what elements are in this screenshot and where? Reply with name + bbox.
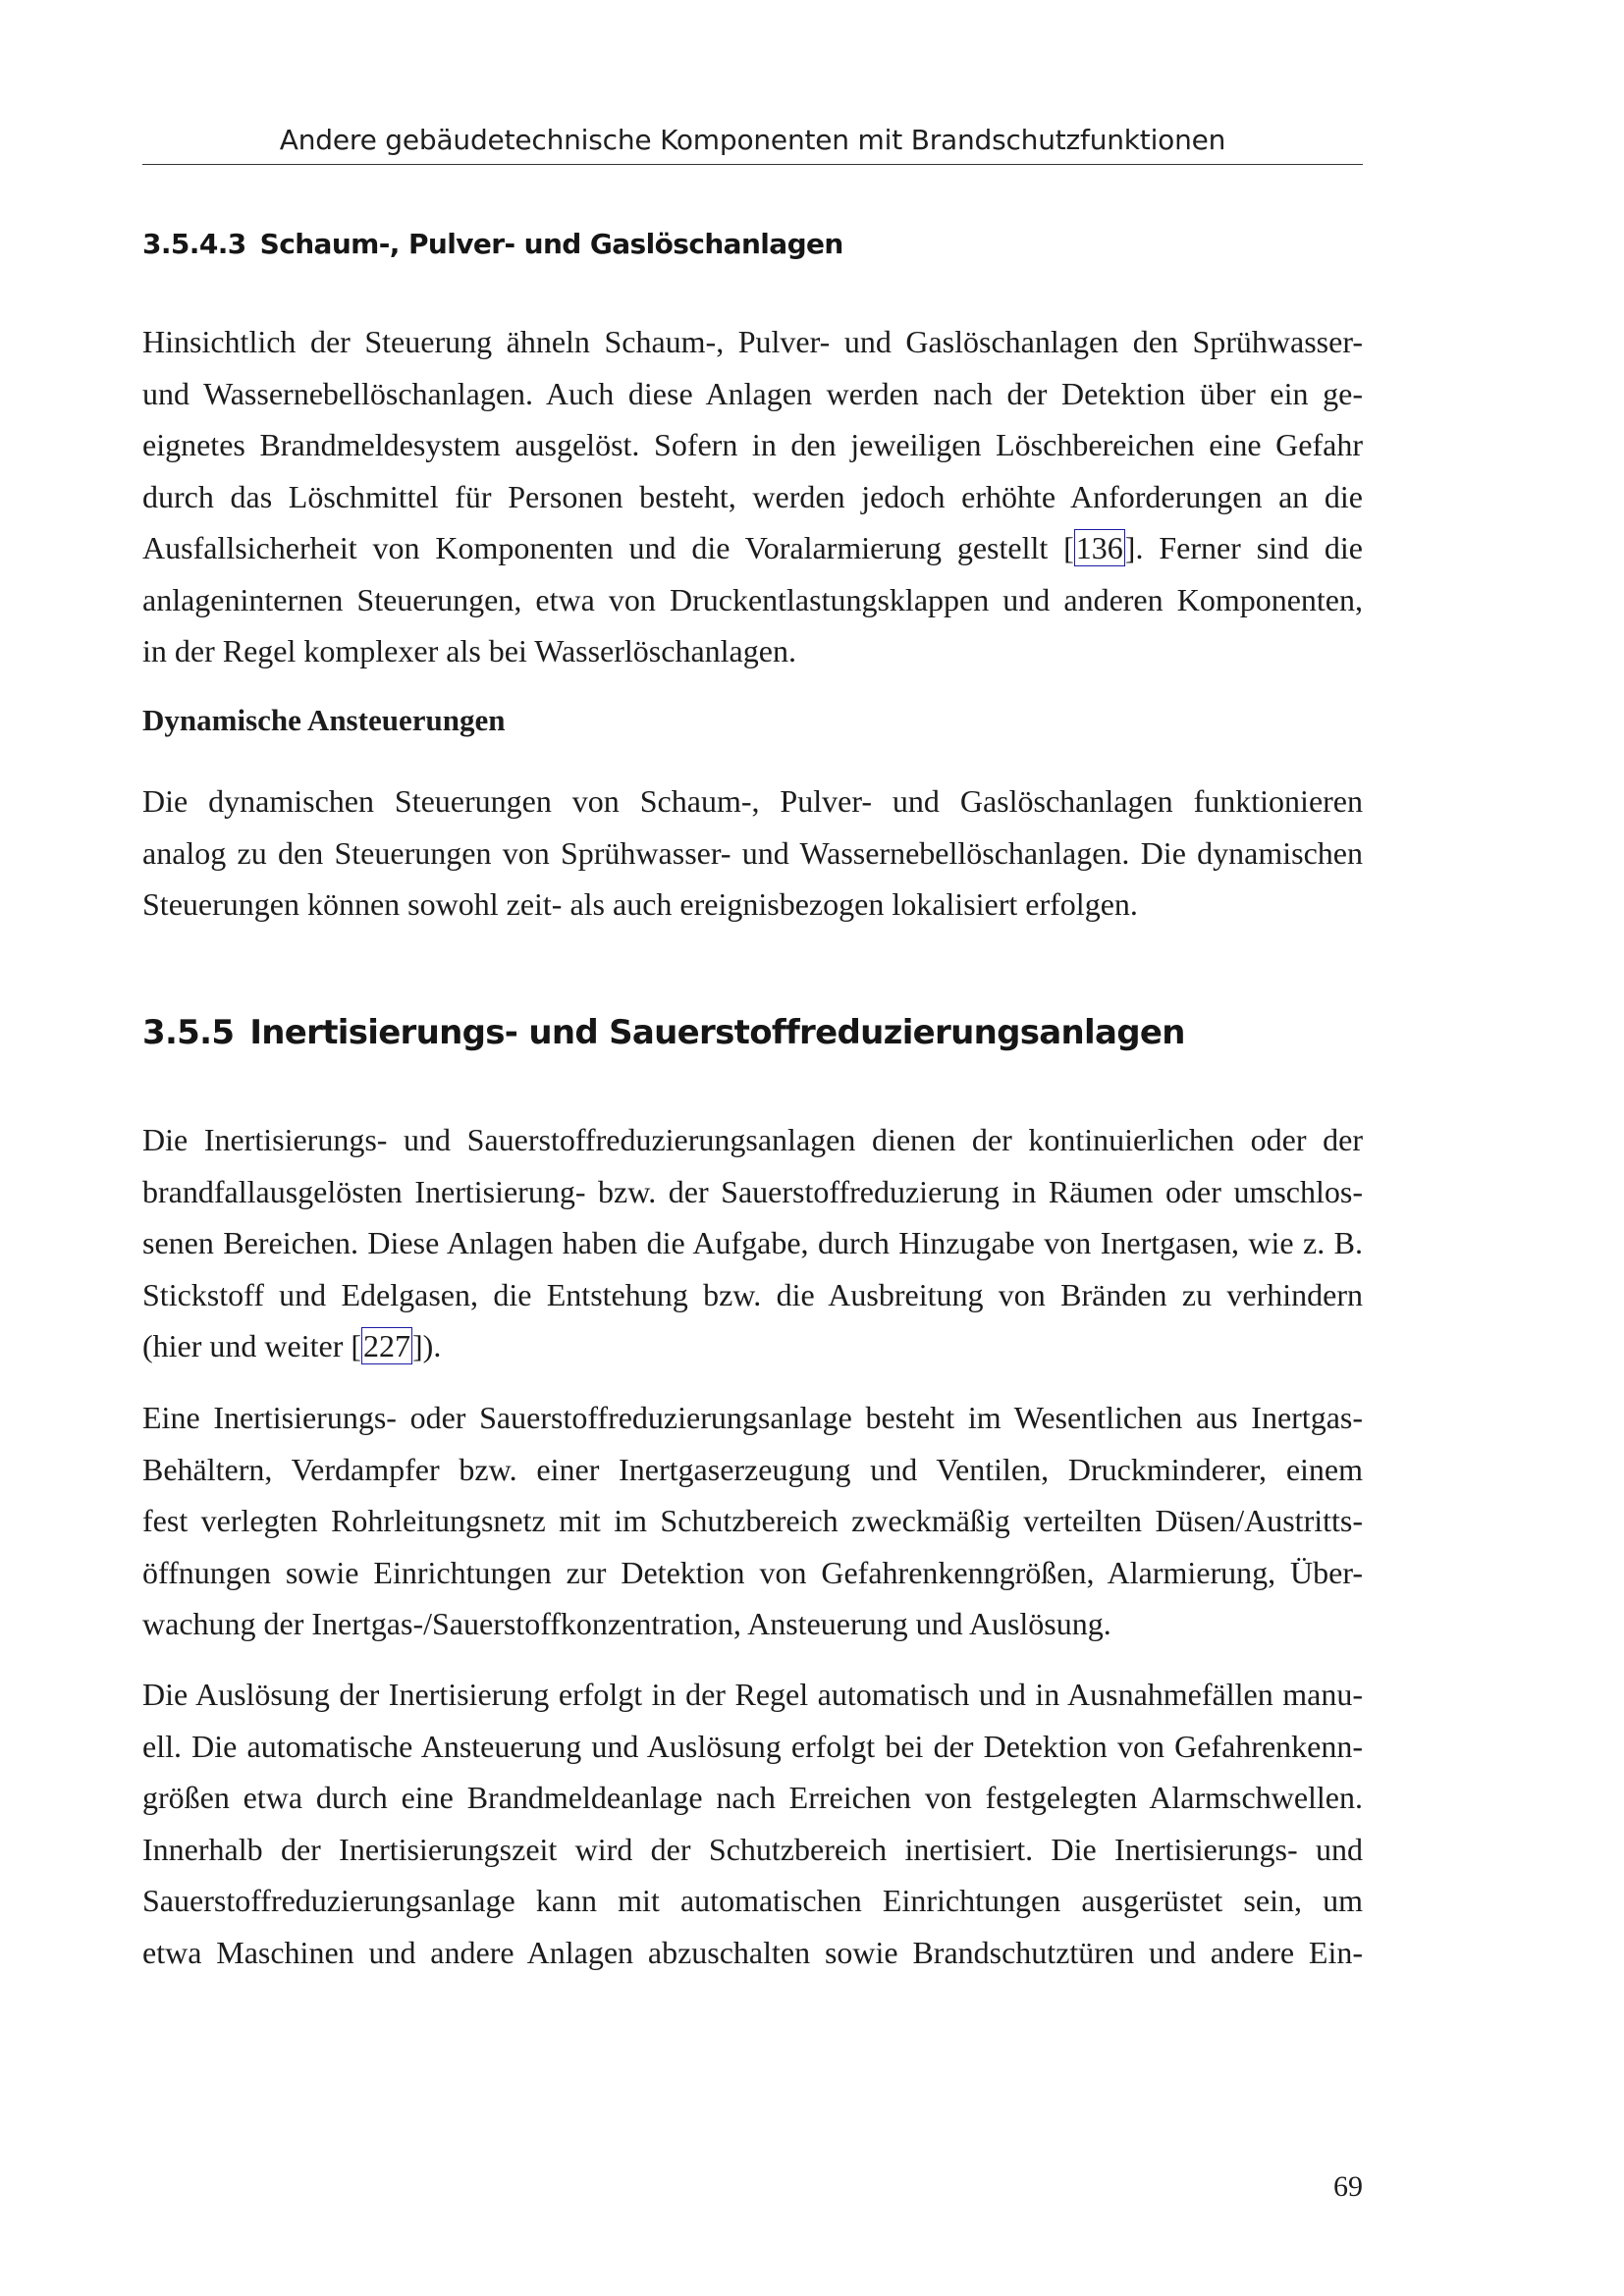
text-line: Behältern, Verdampfer bzw. einer Inertgaserzeugung und Ventilen, Druckminderer, einem bbox=[142, 1451, 1363, 1487]
heading-title: Inertisierungs- und Sauerstoffreduzierungsanlagen bbox=[249, 1013, 1185, 1052]
text-line: anlageninternen Steuerungen, etwa von Druckentlastungsklappen und anderen Komponenten, bbox=[142, 581, 1363, 617]
text-line: Die dynamischen Steuerungen von Schaum-, Pulver- und Gaslöschanlagen funktionieren bbox=[142, 783, 1363, 819]
text-fragment: Ausfallsicherheit von Komponenten und die Voralarmierung gestellt [ bbox=[142, 530, 1074, 565]
text-line: Die Inertisierungs- und Sauerstoffreduzierungsanlagen dienen der kontinuierlichen oder der bbox=[142, 1122, 1363, 1157]
citation-link[interactable]: 227 bbox=[363, 1328, 411, 1363]
paragraph bbox=[142, 1392, 1363, 1650]
text-line: öffnungen sowie Einrichtungen zur Detektion von Gefahrenkenngrößen, Alarmierung, Über- bbox=[142, 1554, 1363, 1590]
text-line: Die Auslösung der Inertisierung erfolgt in der Regel automatisch und in Ausnahmefällen manu- bbox=[142, 1677, 1363, 1712]
heading-title: Schaum-, Pulver- und Gaslöschanlagen bbox=[259, 228, 843, 260]
text-line: Sauerstoffreduzierungsanlage kann mit automatischen Einrichtungen ausgerüstet sein, um bbox=[142, 1883, 1363, 1918]
text-line: Innerhalb der Inertisierungszeit wird der Schutzbereich inertisiert. Die Inertisierungs- und bbox=[142, 1831, 1363, 1867]
text-line: etwa Maschinen und andere Anlagen abzuschalten sowie Brandschutztüren und andere Ein- bbox=[142, 1934, 1363, 1970]
text-line: größen etwa durch eine Brandmeldeanlage nach Erreichen von festgelegten Alarmschwellen. bbox=[142, 1780, 1363, 1815]
text-line: fest verlegten Rohrleitungsnetz mit im Schutzbereich zweckmäßig verteilten Düsen/Austritts- bbox=[142, 1503, 1363, 1538]
text-line: und Wassernebellöschanlagen. Auch diese Anlagen werden nach der Detektion über ein ge- bbox=[142, 375, 1363, 411]
text-fragment: ]. Ferner sind die bbox=[1124, 530, 1364, 565]
paragraph bbox=[142, 775, 1363, 931]
heading-3-5-4-3 bbox=[142, 228, 843, 260]
text-line: analog zu den Steuerungen von Sprühwasser- und Wassernebellöschanlagen. Die dynamischen bbox=[142, 834, 1363, 871]
text-line: eignetes Brandmeldesystem ausgelöst. Sofern in den jeweiligen Löschbereichen eine Gefahr bbox=[142, 427, 1363, 462]
text-line: Hinsichtlich der Steuerung ähneln Schaum-, Pulver- und Gaslöschanlagen den Sprühwasser- bbox=[142, 324, 1363, 359]
text-line: senen Bereichen. Diese Anlagen haben die Aufgabe, durch Hinzugabe von Inertgasen, wie z. B. bbox=[142, 1225, 1363, 1260]
running-header: Andere gebäudetechnische Komponenten mit Brandschutzfunktionen bbox=[279, 124, 1226, 156]
text-line: Stickstoff und Edelgasen, die Entstehung bzw. die Ausbreitung von Bränden zu verhindern bbox=[142, 1276, 1363, 1312]
heading-number: 3.5.5 bbox=[142, 1013, 235, 1052]
paragraph bbox=[142, 1114, 1363, 1372]
paragraph bbox=[142, 316, 1363, 677]
text-line: Eine Inertisierungs- oder Sauerstoffreduzierungsanlage besteht im Wesentlichen aus Inertgas- bbox=[142, 1400, 1363, 1435]
text-line: in der Regel komplexer als bei Wasserlöschanlagen. bbox=[142, 633, 796, 668]
text-line: brandfallausgelösten Inertisierung- bzw. der Sauerstoffreduzierung in Räumen oder umschlos- bbox=[142, 1173, 1363, 1209]
text-line: ell. Die automatische Ansteuerung und Auslösung erfolgt bei der Detektion von Gefahrenkenn- bbox=[142, 1728, 1363, 1764]
text-line: durch das Löschmittel für Personen besteht, werden jedoch erhöhte Anforderungen an die bbox=[142, 478, 1363, 514]
paragraph-heading: Dynamische Ansteuerungen bbox=[142, 703, 506, 737]
header-rule bbox=[142, 164, 1363, 165]
text-line bbox=[142, 1320, 1363, 1372]
text-fragment: ]). bbox=[412, 1328, 442, 1363]
citation-link[interactable]: 136 bbox=[1075, 530, 1123, 565]
page-number: 69 bbox=[1333, 2170, 1363, 2203]
text-line bbox=[142, 522, 1363, 574]
text-fragment: (hier und weiter [ bbox=[142, 1328, 362, 1363]
heading-number: 3.5.4.3 bbox=[142, 228, 246, 260]
paragraph bbox=[142, 1669, 1363, 1978]
text-line: Steuerungen können sowohl zeit- als auch ereignisbezogen lokalisiert erfolgen. bbox=[142, 886, 1138, 922]
heading-3-5-5 bbox=[142, 1013, 1185, 1052]
text-line: wachung der Inertgas-/Sauerstoffkonzentration, Ansteuerung und Auslösung. bbox=[142, 1606, 1111, 1641]
